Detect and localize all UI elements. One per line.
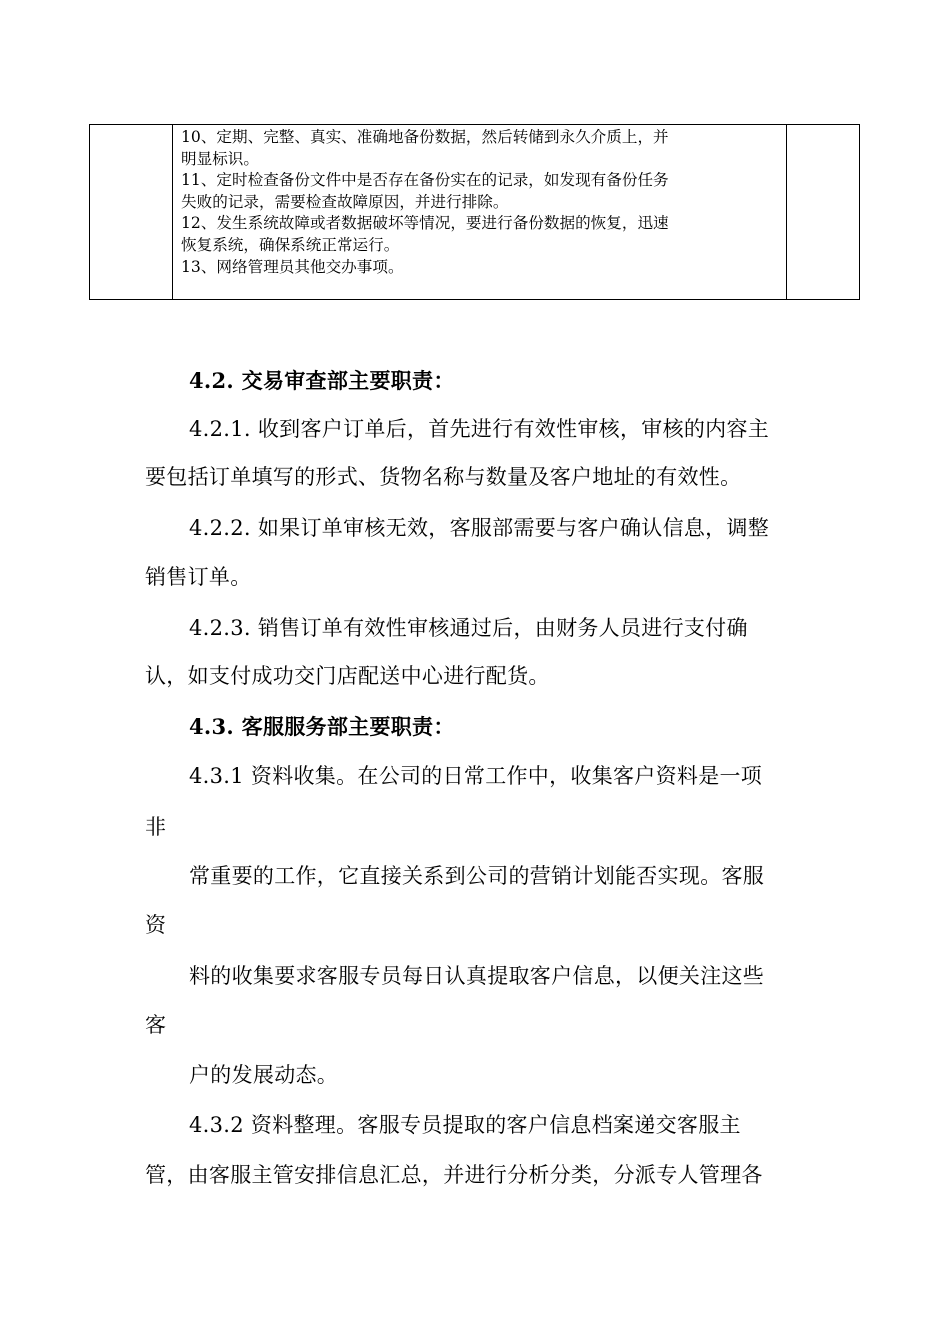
table-text-line: 明显标识。 (181, 149, 259, 168)
table-cell-content (173, 125, 787, 299)
table-text-line: 12、发生系统故障或者数据破坏等情况，要进行备份数据的恢复，迅速 (181, 214, 669, 233)
paragraph-line: 4.3.2 资料整理。客服专员提取的客户信息档案递交客服主 (189, 1113, 741, 1137)
section-heading-4-2: 4.2. 交易审查部主要职责： (189, 368, 455, 393)
table-text-line: 10、定期、完整、真实、准确地备份数据，然后转储到永久介质上，并 (181, 128, 669, 146)
table-cell-right (787, 125, 859, 299)
paragraph-line: 资 (145, 913, 167, 937)
table-cell-left (90, 125, 173, 299)
paragraph-line: 要包括订单填写的形式、货物名称与数量及客户地址的有效性。 (145, 465, 742, 489)
table-text-line: 11、定时检查备份文件中是否存在备份实在的记录，如发现有备份任务 (181, 171, 669, 190)
paragraph-line: 4.3.1 资料收集。在公司的日常工作中，收集客户资料是一项 (189, 764, 763, 788)
paragraph-line: 认，如支付成功交门店配送中心进行配货。 (145, 664, 550, 688)
paragraph-line: 4.2.1. 收到客户订单后，首先进行有效性审核，审核的内容主 (189, 417, 770, 441)
section-heading-4-3: 4.3. 客服服务部主要职责： (189, 714, 455, 739)
paragraph-line: 客 (145, 1013, 167, 1037)
paragraph-line: 非 (145, 815, 167, 839)
paragraph-line: 4.2.3. 销售订单有效性审核通过后，由财务人员进行支付确 (189, 616, 748, 640)
paragraph-line: 销售订单。 (145, 565, 252, 589)
duties-table-fragment (89, 124, 860, 300)
table-text-line: 13、网络管理员其他交办事项。 (181, 257, 404, 276)
paragraph-line: 户的发展动态。 (189, 1063, 339, 1087)
paragraph-line: 料的收集要求客服专员每日认真提取客户信息，以便关注这些 (189, 964, 765, 988)
table-text-line: 恢复系统，确保系统正常运行。 (181, 235, 400, 254)
paragraph-line: 管，由客服主管安排信息汇总，并进行分析分类，分派专人管理各 (145, 1163, 763, 1187)
paragraph-line: 常重要的工作，它直接关系到公司的营销计划能否实现。客服 (189, 864, 765, 888)
paragraph-line: 4.2.2. 如果订单审核无效，客服部需要与客户确认信息，调整 (189, 516, 770, 540)
table-text-line: 失败的记录，需要检查故障原因，并进行排除。 (181, 192, 509, 211)
